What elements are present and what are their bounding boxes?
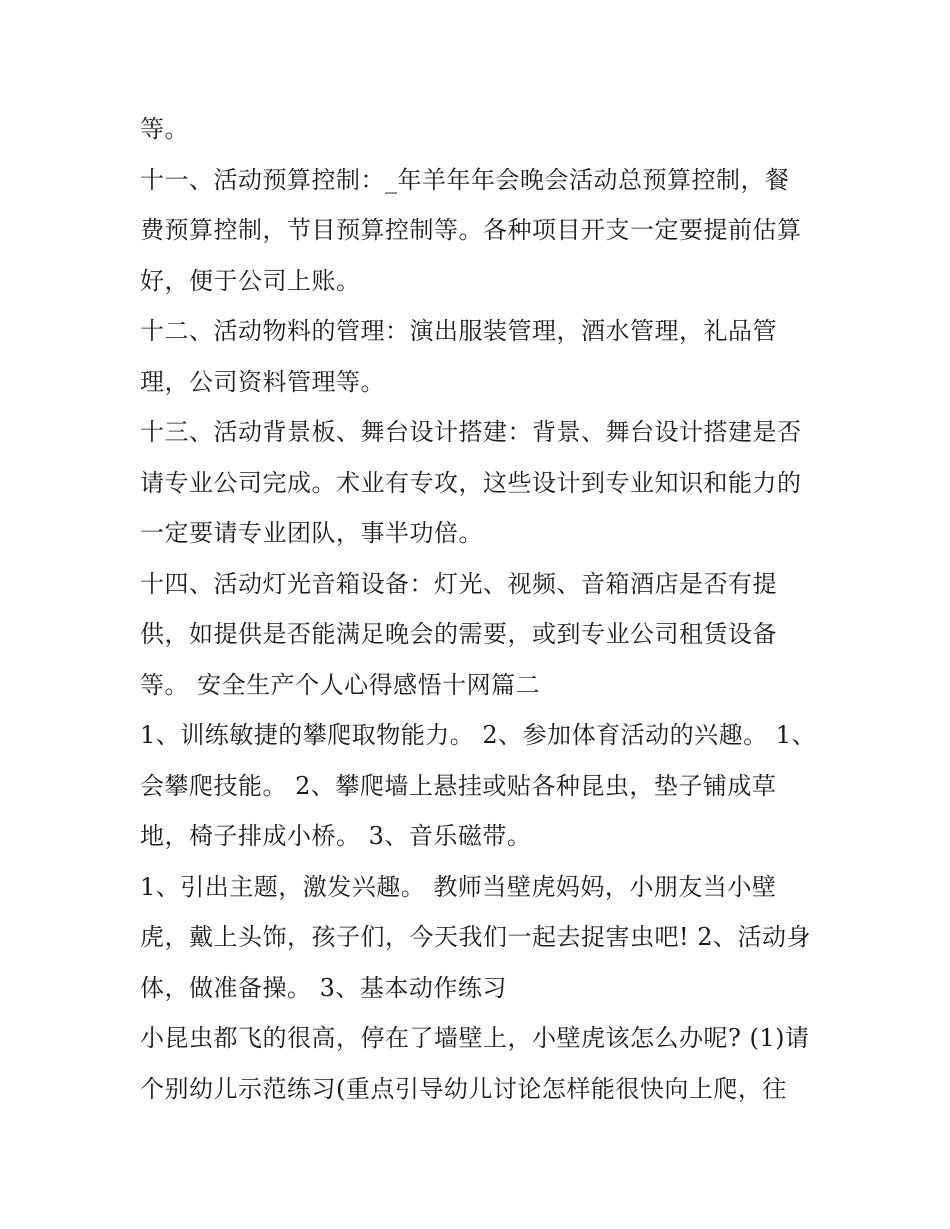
text-line: 1、引出主题，激发兴趣。 教师当壁虎妈妈，小朋友当小壁 xyxy=(140,872,777,901)
text-line: 虎，戴上头饰，孩子们，今天我们一起去捉害虫吧! 2、活动身 xyxy=(140,923,812,951)
text-line: 好，便于公司上账。 xyxy=(140,266,361,295)
document-body xyxy=(140,104,820,1114)
text-line: 等。 安全生产个人心得感悟十网篇二 xyxy=(140,670,541,699)
text-line: 个别幼儿示范练习(重点引导幼儿讨论怎样能很快向上爬，往 xyxy=(140,1074,787,1103)
text-line: 十四、活动灯光音箱设备：灯光、视频、音箱酒店是否有提 xyxy=(140,569,777,598)
text-line: 十三、活动背景板、舞台设计搭建：背景、舞台设计搭建是否 xyxy=(140,418,802,446)
text-line: 一定要请专业团队，事半功倍。 xyxy=(140,519,483,547)
text-line: 地，椅子排成小桥。 3、音乐磁带。 xyxy=(140,822,532,850)
text-line: 体，做准备操。 3、基本动作练习 xyxy=(140,973,507,1002)
text-line: 十一、活动预算控制：_年羊年年会晚会活动总预算控制，餐 xyxy=(140,165,790,194)
text-line: 理，公司资料管理等。 xyxy=(140,367,385,396)
text-line: 等。 xyxy=(140,115,189,143)
text-line: 小昆虫都飞的很高，停在了墙壁上，小壁虎该怎么办呢? (1)请 xyxy=(140,1024,810,1052)
text-line: 1、训练敏捷的攀爬取物能力。 2、参加体育活动的兴趣。 1、 xyxy=(140,721,817,749)
text-line: 费预算控制，节目预算控制等。各种项目开支一定要提前估算 xyxy=(140,216,802,244)
text-line: 请专业公司完成。术业有专攻，这些设计到专业知识和能力的 xyxy=(140,468,802,497)
text-line: 会攀爬技能。 2、攀爬墙上悬挂或贴各种昆虫，垫子铺成草 xyxy=(140,771,777,800)
text-line: 供，如提供是否能满足晚会的需要，或到专业公司租赁设备 xyxy=(140,620,777,648)
text-line: 十二、活动物料的管理：演出服装管理，酒水管理，礼品管 xyxy=(140,317,777,345)
